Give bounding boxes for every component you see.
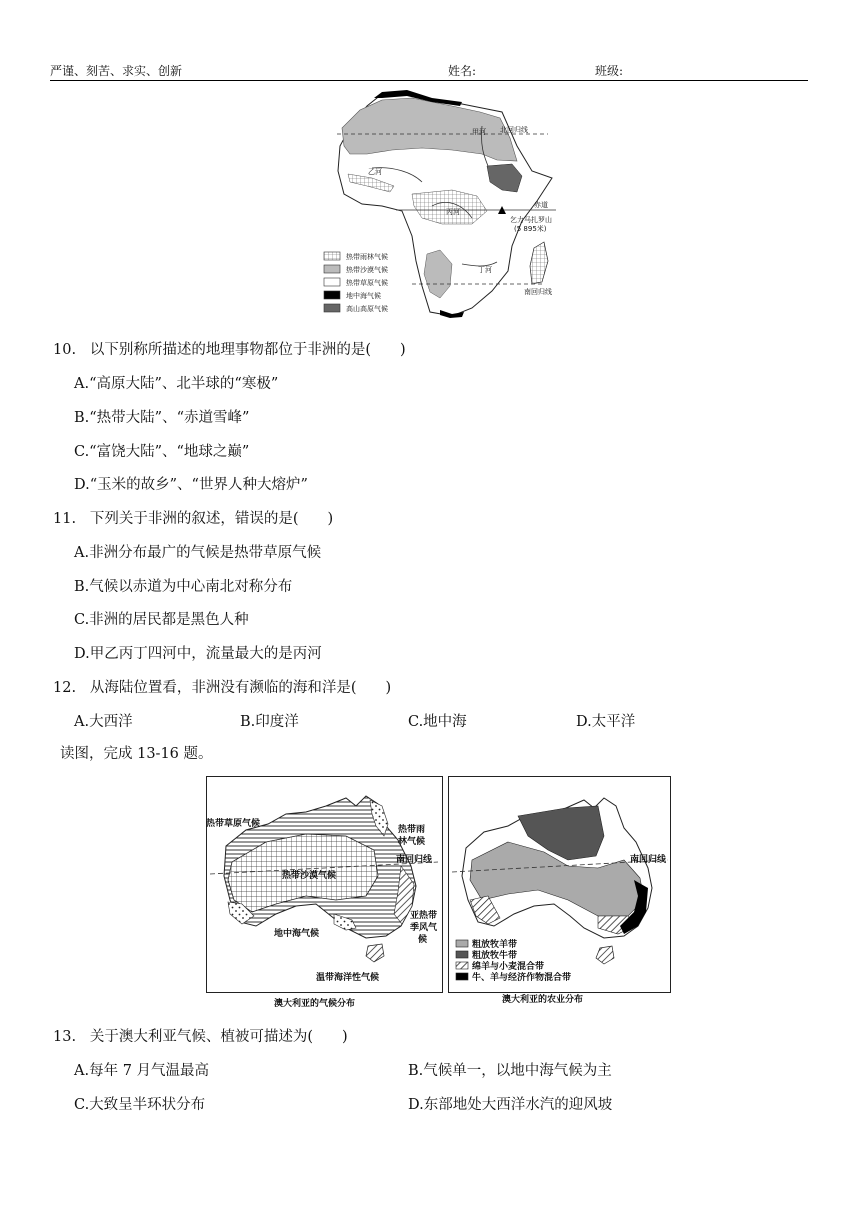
question-number: 13. — [53, 1029, 77, 1045]
q12-option-a[interactable]: A.大西洋 — [74, 714, 133, 730]
aus-label-desert: 热带沙漠气候 — [282, 871, 337, 881]
q10-option-a[interactable]: A.“高原大陆”、北半球的“寒极” — [74, 376, 279, 392]
q11-option-b[interactable]: B.气候以赤道为中心南北对称分布 — [74, 579, 293, 595]
question-10 — [53, 338, 406, 359]
legend-highland: 高山高原气候 — [346, 305, 388, 313]
aus-label-rainforest-1: 热带雨 — [398, 825, 426, 835]
q12-option-d[interactable]: D.太平洋 — [576, 714, 636, 730]
question-number: 10. — [53, 342, 77, 358]
question-13 — [53, 1025, 348, 1046]
legend-rainforest: 热带雨林气候 — [346, 253, 388, 261]
africa-legend — [324, 252, 388, 313]
agri-legend-mixed: 牛、羊与经济作物混合带 — [472, 973, 572, 983]
aus-label-mediterranean: 地中海气候 — [274, 929, 320, 939]
question-stem: 从海陆位置看，非洲没有濒临的海和洋是( ) — [89, 680, 392, 696]
label-equator: 赤道 — [534, 201, 548, 209]
legend-desert: 热带沙漠气候 — [346, 266, 388, 274]
legend-mediterranean: 地中海气候 — [346, 292, 381, 300]
africa-climate-map — [312, 86, 572, 322]
q11-option-a[interactable]: A.非洲分布最广的气候是热带草原气候 — [74, 545, 322, 561]
aus-label-subtropical-2: 季风气 — [410, 923, 438, 933]
aus-label-rainforest-2: 林气候 — [398, 837, 426, 847]
agri-legend-cattle: 粗放牧牛带 — [472, 951, 518, 961]
q13-option-c[interactable]: C.大致呈半环状分布 — [74, 1097, 206, 1113]
page-header — [50, 60, 808, 81]
label-mountain: 乞力马扎罗山 — [510, 216, 552, 224]
q11-option-d[interactable]: D.甲乙丙丁四河中，流量最大的是丙河 — [74, 646, 322, 662]
aus-agri-caption: 澳大利亚的农业分布 — [502, 995, 584, 1005]
q13-option-b[interactable]: B.气候单一，以地中海气候为主 — [408, 1063, 612, 1079]
label-ding: 丁河 — [478, 266, 492, 274]
label-bing: 丙河 — [446, 208, 460, 216]
agri-legend-wheat-sheep: 绵羊与小麦混合带 — [472, 962, 545, 972]
q10-option-b[interactable]: B.“热带大陆”、“赤道雪峰” — [74, 410, 250, 426]
label-yi: 乙河 — [368, 168, 382, 176]
q13-option-d[interactable]: D.东部地处大西洋水汽的迎风坡 — [408, 1097, 613, 1113]
aus-label-subtropical-3: 候 — [418, 935, 428, 945]
agri-legend-sheep: 粗放牧羊带 — [472, 940, 518, 950]
label-tropic-n: 北回归线 — [500, 126, 528, 134]
aus-label-subtropical-1: 亚热带 — [410, 911, 438, 921]
class-label: 班级: — [595, 64, 624, 78]
aus-label-tropic: 南回归线 — [396, 855, 433, 865]
agri-label-tropic: 南回归线 — [630, 855, 667, 865]
question-number: 12. — [53, 680, 77, 696]
q12-option-c[interactable]: C.地中海 — [408, 714, 467, 730]
name-label: 姓名: — [448, 64, 477, 78]
question-stem: 以下别称所描述的地理事物都位于非洲的是( ) — [89, 342, 406, 358]
australia-agri-map — [448, 776, 672, 1012]
question-number: 11. — [53, 511, 77, 527]
question-stem: 下列关于非洲的叙述，错误的是( ) — [89, 511, 334, 527]
q12-option-b[interactable]: B.印度洋 — [240, 714, 299, 730]
australia-climate-map — [206, 776, 444, 1012]
aus-label-oceanic: 温带海洋性气候 — [316, 973, 380, 983]
q10-option-d[interactable]: D.“玉米的故乡”、“世界人种大熔炉” — [74, 477, 308, 493]
header-motto: 严谨、刻苦、求实、创新 — [50, 64, 183, 78]
q11-option-c[interactable]: C.非洲的居民都是黑色人种 — [74, 612, 249, 628]
question-12 — [53, 676, 391, 697]
label-tropic-s: 南回归线 — [524, 288, 552, 296]
aus-label-savanna: 热带草原气候 — [206, 819, 261, 829]
question-stem: 关于澳大利亚气候、植被可描述为( ) — [89, 1029, 348, 1045]
label-mountain-height: (5 895米) — [514, 225, 547, 233]
madagascar — [530, 242, 548, 284]
aus-climate-caption: 澳大利亚的气候分布 — [274, 999, 356, 1009]
legend-savanna: 热带草原气候 — [346, 279, 388, 287]
q10-option-c[interactable]: C.“富饶大陆”、“地球之巅” — [74, 444, 250, 460]
question-11 — [53, 507, 333, 528]
read-instruction: 读图，完成 13-16 题。 — [60, 746, 213, 762]
label-jia: 甲河 — [472, 128, 486, 136]
q13-option-a[interactable]: A.每年 7 月气温最高 — [74, 1063, 210, 1079]
